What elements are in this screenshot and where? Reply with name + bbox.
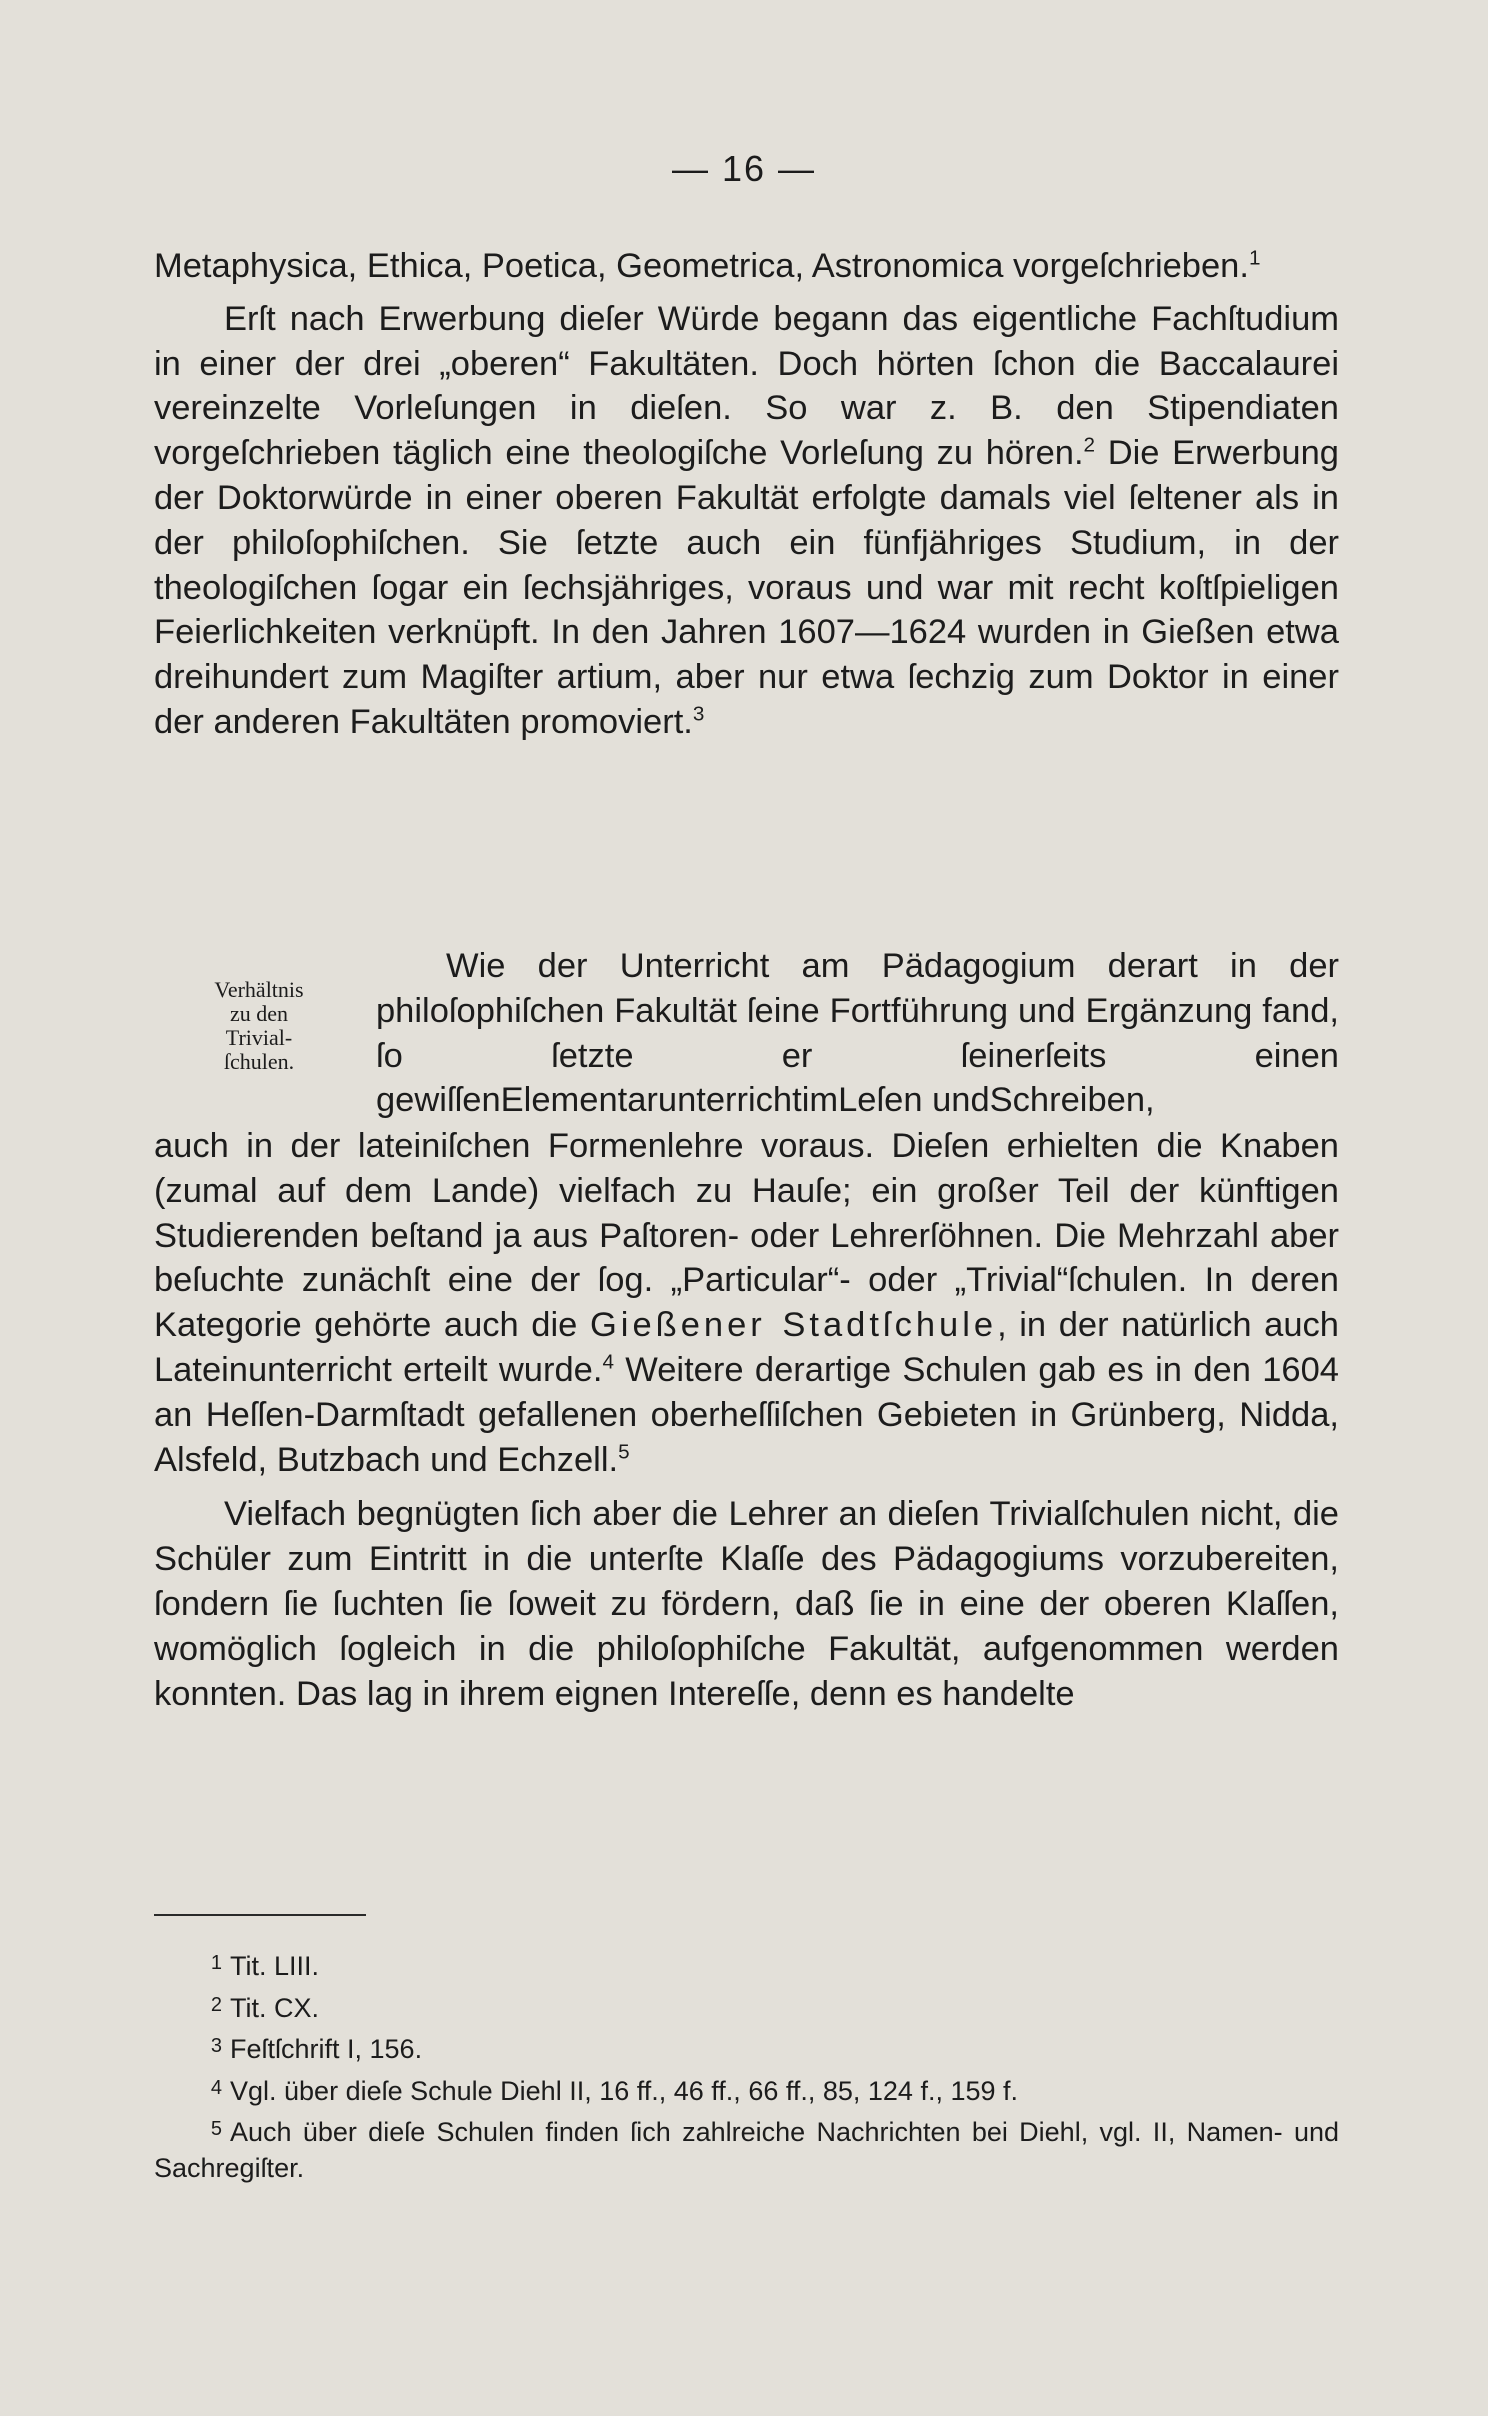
- text-beside-margin-note: [376, 944, 1339, 1123]
- footnote-ref[interactable]: 5: [618, 1440, 630, 1464]
- margin-note: [168, 978, 350, 1074]
- footnote: [154, 2029, 1339, 2068]
- footnote: [154, 2071, 1339, 2110]
- paragraph: [154, 244, 1339, 289]
- paragraph: [154, 297, 1339, 745]
- paragraph: Wie der Unterricht am Pädagogium derart in der philoſophiſchen Fakultät ſeine Fortführung und Ergänzung fand, ſo ſetzte er ſeinerſeits einen gewiſſenElementarunterrichtimLeſen undSchreiben,: [376, 947, 1339, 1120]
- footnotes: [154, 1946, 1339, 2189]
- paragraph-text: Weitere derartige Schulen gab es in den 1604 an Heſſen-Darmſtadt gefallenen oberheſſiſchen Gebieten in Grünberg, Nidda, Alsfeld, Butzbach und Echzell.: [154, 1350, 1339, 1479]
- footnote-text: Feſtſchrift I, 156.: [230, 2034, 423, 2064]
- footnote: [154, 1946, 1339, 1985]
- footnote-ref[interactable]: 2: [1083, 433, 1096, 457]
- footnote-number: 2: [210, 1993, 222, 2016]
- footnote-ref[interactable]: 3: [692, 702, 705, 726]
- footnote-number: 3: [210, 2035, 222, 2057]
- paragraph-text: auch in der lateiniſchen Formenlehre voraus. Dieſen erhielten die Knaben (zumal auf dem Lande) vielfach zu Hauſe; ein großer Teil der künftigen Studierenden beſtand ja aus Paſtoren- oder Lehrerſöhnen. Die Mehrzahl aber beſuchte zunächſt eine der ſog. „Particular“- oder „Trivial“ſchulen. In deren Kategorie gehörte auch die: [154, 1127, 1339, 1345]
- main-text-bottom: [154, 1124, 1339, 1716]
- margin-note-line: ſchulen.: [223, 1049, 295, 1074]
- footnote-text: Tit. LIII.: [230, 1951, 320, 1981]
- paragraph: Vielfach begnügten ſich aber die Lehrer an dieſen Trivialſchulen nicht, die Schüler zum Eintritt in die unterſte Klaſſe des Pädagogiums vorzubereiten, ſondern ſie ſuchten ſie ſoweit zu fördern, daß ſie in eine der oberen Klaſſen, womöglich ſogleich in die philoſophiſche Fakultät, aufgenommen werden konnten. Das lag in ihrem eignen Intereſſe, denn es handelte: [154, 1495, 1339, 1713]
- paragraph-text: Erſt nach Erwerbung dieſer Würde begann das eigentliche Fachſtudium in einer der drei „oberen“ Fakultäten. Doch hörten ſchon die Baccalaurei vereinzelte Vorleſungen in dieſen. So war z. B. den Stipendiaten vorgeſchrieben täglich eine theologiſche Vorleſung zu hören.: [154, 299, 1339, 473]
- footnote: [154, 2112, 1339, 2186]
- footnote-number: 5: [210, 2118, 222, 2140]
- margin-note-line: Verhältnis: [214, 977, 304, 1002]
- footnote-number: 4: [210, 2076, 222, 2099]
- footnote-divider: [154, 1914, 366, 1916]
- main-text-top: [154, 244, 1339, 745]
- footnote-text: Auch über dieſe Schulen finden ſich zahlreiche Nachrichten bei Diehl, vgl. II, Namen- und Sachregiſter.: [154, 2117, 1339, 2183]
- footnote-ref[interactable]: 4: [602, 1350, 614, 1374]
- emphasized-text: Gießener Stadtſchule: [589, 1306, 998, 1345]
- paragraph-text: Die Erwerbung der Doktorwürde in einer oberen Fakultät erfolgte damals viel ſeltener als in der philoſophiſchen. Sie ſetzte auch ein fünfjähriges Studium, in der theologiſchen ſogar ein ſechsjähriges, voraus und war mit recht koſtſpieligen Feierlichkeiten verknüpft. In den Jahren 1607—1624 wurden in Gießen etwa dreihundert zum Magiſter artium, aber nur etwa ſechzig zum Doktor in einer der anderen Fakultäten promoviert.: [154, 434, 1339, 741]
- paragraph: [154, 1124, 1339, 1482]
- page-number: — 16 —: [671, 148, 817, 189]
- footnote: [154, 1988, 1339, 2027]
- footnote-number: 1: [210, 1952, 222, 1974]
- footnote-text: Vgl. über dieſe Schule Diehl II, 16 ff., 46 ff., 66 ff., 85, 124 f., 159 f.: [230, 2075, 1019, 2106]
- paragraph-text: , in der natürlich auch Lateinunterricht erteilt wurde.: [154, 1306, 1339, 1389]
- footnote-ref[interactable]: 1: [1248, 246, 1261, 270]
- margin-note-line: zu den: [229, 1001, 289, 1026]
- footnote-text: Tit. CX.: [230, 1992, 320, 2023]
- paragraph-text: Metaphysica, Ethica, Poetica, Geometrica, Astronomica vorgeſchrieben.: [154, 247, 1249, 285]
- margin-note-line: Trivial-: [225, 1025, 293, 1050]
